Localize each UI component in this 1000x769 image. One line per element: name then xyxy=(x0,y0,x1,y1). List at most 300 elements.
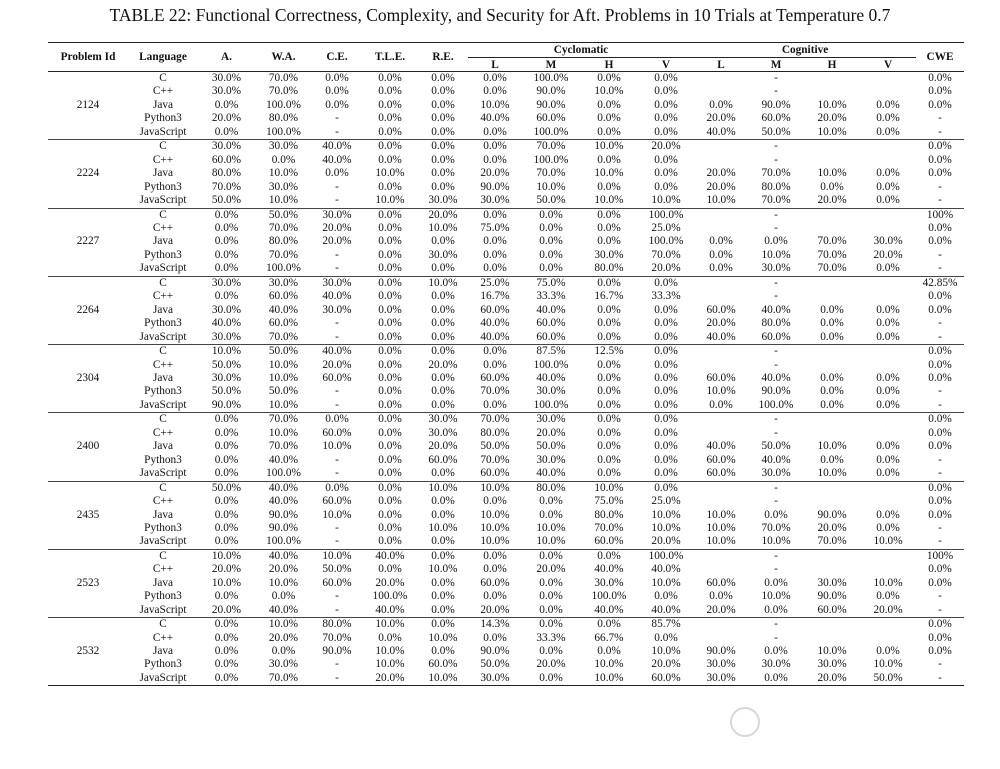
value-cell: 30.0% xyxy=(536,453,566,466)
problem-id-cell: 2435 xyxy=(48,481,128,549)
value-cell: 10.0% xyxy=(268,371,299,384)
value-cell: 20.0% xyxy=(706,167,736,180)
value-cell: 60.0% xyxy=(322,426,352,439)
value-cell: 0.0% xyxy=(876,98,900,111)
value-cell: 0.0% xyxy=(378,563,402,576)
value-cell: 30.0% xyxy=(198,276,255,290)
value-cell: 10.0% xyxy=(761,248,791,261)
value-cell: - xyxy=(774,495,778,508)
value-cell: 20.0% xyxy=(706,180,736,193)
value-cell: 0.0% xyxy=(928,495,952,508)
language-cell: JavaScript xyxy=(128,672,198,686)
value-cell: 0.0% xyxy=(764,645,788,658)
value-cell: 10.0% xyxy=(817,467,847,480)
value-cell: 20.0% xyxy=(418,208,468,222)
value-cell: 0.0% xyxy=(654,631,678,644)
value-cell: 0.0% xyxy=(362,140,418,154)
value-cell: 10.0% xyxy=(651,645,681,658)
value-cell: 0.0% xyxy=(876,330,900,343)
value-cell: 0.0% xyxy=(214,221,239,234)
value-cell: 0.0% xyxy=(654,303,678,316)
value-cell: 0.0% xyxy=(362,413,418,427)
value-cell: 60.0% xyxy=(322,495,352,508)
value-cell: 0.0% xyxy=(654,330,678,343)
value-cell: 40.0% xyxy=(706,330,736,343)
value-cell: 0.0% xyxy=(654,98,678,111)
value-cell: 100.0% xyxy=(533,153,569,166)
value-cell: 0.0% xyxy=(483,590,507,603)
value-cell: 20.0% xyxy=(268,631,299,644)
value-cell: 50.0% xyxy=(322,563,352,576)
value-cell: 20.0% xyxy=(817,112,847,125)
value-cell: 80.0% xyxy=(211,167,242,180)
value-cell: 0.0% xyxy=(468,208,522,222)
value-cell: 0.0% xyxy=(214,440,239,453)
language-cell: C++ xyxy=(152,563,174,576)
value-cell: 10.0% xyxy=(428,221,458,234)
value-cell: 100.0% xyxy=(591,590,627,603)
value-cell: 0.0% xyxy=(654,72,678,84)
value-cell: 20.0% xyxy=(322,235,352,248)
value-cell: 50.0% xyxy=(198,481,255,495)
language-cell: C++ xyxy=(152,290,174,303)
value-cell: 0.0% xyxy=(431,508,455,521)
value-cell: 60.0% xyxy=(322,576,352,589)
header-compile-error: C.E. xyxy=(312,43,362,72)
value-cell: 0.0% xyxy=(764,603,788,616)
value-cell xyxy=(804,72,860,86)
value-cell xyxy=(694,427,748,440)
value-cell xyxy=(860,563,916,576)
value-cell: 10.0% xyxy=(480,98,510,111)
value-cell: 0.0% xyxy=(214,426,239,439)
value-cell: 30.0% xyxy=(536,385,566,398)
value-cell: 10.0% xyxy=(312,549,362,563)
value-cell: - xyxy=(938,398,942,411)
value-cell: 40.0% xyxy=(706,125,736,138)
value-cell: 75.0% xyxy=(594,495,624,508)
value-cell: - xyxy=(335,112,339,125)
value-cell xyxy=(804,359,860,372)
value-cell: 0.0% xyxy=(483,248,507,261)
value-cell: - xyxy=(774,631,778,644)
problem-id-cell: 2264 xyxy=(48,276,128,344)
value-cell: 20.0% xyxy=(322,221,352,234)
value-cell: 0.0% xyxy=(597,330,621,343)
value-cell: - xyxy=(938,658,942,671)
value-cell: - xyxy=(938,112,942,125)
value-cell: 0.0% xyxy=(325,98,349,111)
table-row xyxy=(48,522,964,535)
value-cell xyxy=(804,413,860,427)
value-cell: 0.0% xyxy=(418,140,468,154)
value-cell: 0.0% xyxy=(362,276,418,290)
value-cell: 0.0% xyxy=(928,508,952,521)
language-cell: JavaScript xyxy=(139,330,187,343)
value-cell: 100% xyxy=(916,208,964,222)
value-cell: 90.0% xyxy=(761,385,791,398)
value-cell: - xyxy=(774,563,778,576)
table-row xyxy=(48,126,964,140)
value-cell: - xyxy=(774,221,778,234)
value-cell: 70.0% xyxy=(268,72,299,84)
table-body xyxy=(48,72,964,686)
value-cell: 10.0% xyxy=(706,194,736,207)
value-cell: 10.0% xyxy=(580,481,638,495)
table-row xyxy=(48,112,964,125)
value-cell: 0.0% xyxy=(654,371,678,384)
value-cell: 0.0% xyxy=(483,398,507,411)
value-cell xyxy=(694,154,748,167)
value-cell: 0.0% xyxy=(214,631,239,644)
value-cell: 40.0% xyxy=(594,563,624,576)
value-cell: 0.0% xyxy=(654,590,678,603)
table-row xyxy=(48,549,964,563)
value-cell: 60.0% xyxy=(480,371,510,384)
value-cell: - xyxy=(774,358,778,371)
value-cell: - xyxy=(335,180,339,193)
value-cell: 0.0% xyxy=(539,590,563,603)
value-cell: 100.0% xyxy=(533,72,569,84)
value-cell: - xyxy=(335,317,339,330)
value-cell xyxy=(860,427,916,440)
value-cell: 80.0% xyxy=(312,618,362,632)
value-cell: 0.0% xyxy=(431,125,455,138)
value-cell xyxy=(860,359,916,372)
value-cell: 0.0% xyxy=(362,345,418,359)
value-cell: 90.0% xyxy=(536,98,566,111)
value-cell: 40.0% xyxy=(362,549,418,563)
table-row xyxy=(48,317,964,330)
value-cell: 0.0% xyxy=(876,371,900,384)
value-cell: 60.0% xyxy=(706,576,736,589)
value-cell: 0.0% xyxy=(916,345,964,359)
value-cell: 0.0% xyxy=(876,467,900,480)
value-cell: 10.0% xyxy=(536,180,566,193)
value-cell: 60.0% xyxy=(480,467,510,480)
language-cell: JavaScript xyxy=(139,194,187,207)
value-cell xyxy=(804,549,860,563)
language-cell: Java xyxy=(152,371,174,384)
value-cell: 0.0% xyxy=(378,180,402,193)
table-row xyxy=(48,304,964,317)
value-cell: 0.0% xyxy=(876,385,900,398)
value-cell: 0.0% xyxy=(378,398,402,411)
value-cell: 30.0% xyxy=(322,303,352,316)
value-cell: - xyxy=(335,398,339,411)
value-cell: 0.0% xyxy=(431,317,455,330)
value-cell: - xyxy=(774,426,778,439)
value-cell: 90.0% xyxy=(761,98,791,111)
value-cell: 80.0% xyxy=(522,481,580,495)
language-cell: C++ xyxy=(152,153,174,166)
value-cell: 10.0% xyxy=(817,440,847,453)
value-cell: 20.0% xyxy=(638,140,694,154)
value-cell: 0.0% xyxy=(214,590,239,603)
table-row xyxy=(48,604,964,618)
value-cell: 70.0% xyxy=(255,413,312,427)
value-cell: 0.0% xyxy=(522,672,580,686)
value-cell: 0.0% xyxy=(214,98,239,111)
value-cell: 0.0% xyxy=(580,618,638,632)
value-cell: 10.0% xyxy=(428,521,458,534)
value-cell: 0.0% xyxy=(580,276,638,290)
value-cell: 90.0% xyxy=(817,590,847,603)
table-row xyxy=(48,427,964,440)
value-cell: 0.0% xyxy=(214,495,239,508)
value-cell: 0.0% xyxy=(431,262,455,275)
value-cell: 0.0% xyxy=(539,248,563,261)
value-cell: 33.3% xyxy=(651,290,681,303)
value-cell: 30.0% xyxy=(480,194,510,207)
value-cell: 0.0% xyxy=(539,221,563,234)
table-row xyxy=(48,385,964,398)
value-cell: 0.0% xyxy=(418,618,468,632)
value-cell: 30.0% xyxy=(761,262,791,275)
value-cell: 30.0% xyxy=(594,248,624,261)
value-cell xyxy=(860,481,916,495)
value-cell: 70.0% xyxy=(255,672,312,686)
value-cell: 0.0% xyxy=(522,549,580,563)
value-cell xyxy=(694,345,748,359)
value-cell: 60.0% xyxy=(480,576,510,589)
value-cell: 20.0% xyxy=(873,248,903,261)
value-cell: 50.0% xyxy=(480,658,510,671)
value-cell: 10.0% xyxy=(651,508,681,521)
table-row xyxy=(48,658,964,671)
language-cell: Python3 xyxy=(144,385,182,398)
value-cell: 10.0% xyxy=(480,535,510,548)
value-cell: 0.0% xyxy=(431,645,455,658)
table-row xyxy=(48,167,964,180)
value-cell xyxy=(860,495,916,508)
value-cell: 10.0% xyxy=(580,140,638,154)
language-cell: Python3 xyxy=(144,658,182,671)
value-cell: 0.0% xyxy=(483,262,507,275)
value-cell: 10.0% xyxy=(594,167,624,180)
value-cell: 20.0% xyxy=(706,317,736,330)
value-cell: 10.0% xyxy=(873,535,903,548)
value-cell: - xyxy=(335,535,339,548)
value-cell: 10.0% xyxy=(817,167,847,180)
value-cell: 0.0% xyxy=(214,467,239,480)
value-cell: 20.0% xyxy=(536,426,566,439)
value-cell: 0.0% xyxy=(431,112,455,125)
value-cell: 0.0% xyxy=(820,453,844,466)
value-cell: - xyxy=(938,248,942,261)
value-cell: 0.0% xyxy=(539,603,563,616)
value-cell: 0.0% xyxy=(580,208,638,222)
wechat-logo-icon xyxy=(730,707,760,737)
value-cell: 0.0% xyxy=(378,371,402,384)
value-cell: - xyxy=(335,385,339,398)
value-cell: 100.0% xyxy=(266,535,301,548)
value-cell xyxy=(860,549,916,563)
value-cell xyxy=(694,222,748,235)
value-cell: 100.0% xyxy=(372,590,408,603)
value-cell: 0.0% xyxy=(378,426,402,439)
value-cell: 0.0% xyxy=(378,72,402,84)
value-cell: 60.0% xyxy=(761,112,791,125)
value-cell: 40.0% xyxy=(255,481,312,495)
value-cell: 50.0% xyxy=(761,440,791,453)
value-cell: 70.0% xyxy=(468,413,522,427)
value-cell: 0.0% xyxy=(378,98,402,111)
header-cognitive-m: M xyxy=(748,58,804,72)
value-cell: 0.0% xyxy=(597,371,621,384)
value-cell: 0.0% xyxy=(378,521,402,534)
value-cell: 70.0% xyxy=(522,140,580,154)
value-cell: - xyxy=(938,603,942,616)
value-cell: 20.0% xyxy=(268,563,299,576)
language-cell: Python3 xyxy=(144,590,182,603)
value-cell: 70.0% xyxy=(817,262,847,275)
value-cell: 0.0% xyxy=(378,358,402,371)
value-cell: 0.0% xyxy=(214,125,239,138)
value-cell xyxy=(694,140,748,154)
value-cell: 0.0% xyxy=(378,330,402,343)
value-cell: 10.0% xyxy=(480,521,510,534)
value-cell: 0.0% xyxy=(597,221,621,234)
value-cell: 0.0% xyxy=(378,508,402,521)
value-cell: 0.0% xyxy=(654,167,678,180)
value-cell: - xyxy=(335,194,339,207)
value-cell: 0.0% xyxy=(928,153,952,166)
value-cell: 33.3% xyxy=(536,631,566,644)
value-cell: 40.0% xyxy=(255,549,312,563)
value-cell: - xyxy=(335,125,339,138)
language-cell: C++ xyxy=(152,631,174,644)
value-cell xyxy=(694,72,748,86)
value-cell: 0.0% xyxy=(378,290,402,303)
value-cell: 50.0% xyxy=(211,385,242,398)
value-cell: 0.0% xyxy=(378,317,402,330)
value-cell: 30.0% xyxy=(817,576,847,589)
value-cell: 40.0% xyxy=(375,603,405,616)
language-cell: C++ xyxy=(152,221,174,234)
value-cell: 0.0% xyxy=(468,140,522,154)
value-cell: - xyxy=(774,72,778,84)
value-cell: 0.0% xyxy=(378,85,402,98)
value-cell: 0.0% xyxy=(654,385,678,398)
language-cell: Java xyxy=(152,508,174,521)
value-cell: 60.0% xyxy=(761,330,791,343)
table-row xyxy=(48,262,964,276)
value-cell: 0.0% xyxy=(312,481,362,495)
value-cell: 30.0% xyxy=(694,672,748,686)
value-cell: 10.0% xyxy=(536,521,566,534)
value-cell: 40.0% xyxy=(322,290,352,303)
value-cell: 10.0% xyxy=(375,194,405,207)
value-cell: 12.5% xyxy=(580,345,638,359)
value-cell: 0.0% xyxy=(928,563,952,576)
value-cell: 0.0% xyxy=(271,590,296,603)
value-cell: 80.0% xyxy=(268,112,299,125)
value-cell: 30.0% xyxy=(268,658,299,671)
value-cell: 0.0% xyxy=(597,467,621,480)
value-cell: - xyxy=(748,276,804,290)
value-cell xyxy=(694,276,748,290)
value-cell: 10.0% xyxy=(268,426,299,439)
value-cell: 10.0% xyxy=(198,345,255,359)
table-row xyxy=(48,99,964,112)
value-cell: 0.0% xyxy=(709,262,733,275)
language-cell: Python3 xyxy=(144,453,182,466)
language-cell: C xyxy=(128,481,198,495)
value-cell: 10.0% xyxy=(761,535,791,548)
value-cell: 0.0% xyxy=(431,235,455,248)
value-cell: 0.0% xyxy=(928,440,952,453)
language-cell: C++ xyxy=(152,358,174,371)
table-row xyxy=(48,632,964,645)
language-cell: C xyxy=(128,276,198,290)
value-cell: 0.0% xyxy=(214,658,239,671)
value-cell: 10.0% xyxy=(268,398,299,411)
value-cell: 0.0% xyxy=(431,576,455,589)
value-cell: 0.0% xyxy=(820,371,844,384)
language-cell: JavaScript xyxy=(139,125,187,138)
value-cell: 30.0% xyxy=(211,371,242,384)
value-cell: 0.0% xyxy=(214,645,239,658)
value-cell xyxy=(860,85,916,98)
value-cell: 90.0% xyxy=(706,645,736,658)
value-cell: 10.0% xyxy=(418,276,468,290)
value-cell: 0.0% xyxy=(580,549,638,563)
value-cell: 0.0% xyxy=(654,317,678,330)
value-cell: 0.0% xyxy=(597,398,621,411)
value-cell: 10.0% xyxy=(706,535,736,548)
value-cell: 90.0% xyxy=(211,398,242,411)
value-cell: 50.0% xyxy=(211,358,242,371)
value-cell: 20.0% xyxy=(322,358,352,371)
value-cell: 80.0% xyxy=(594,262,624,275)
value-cell: 0.0% xyxy=(597,112,621,125)
value-cell: 30.0% xyxy=(211,303,242,316)
value-cell: 70.0% xyxy=(817,248,847,261)
value-cell: 0.0% xyxy=(654,398,678,411)
value-cell: 0.0% xyxy=(580,413,638,427)
value-cell: 0.0% xyxy=(709,235,733,248)
header-time-limit-exceeded: T.L.E. xyxy=(362,43,418,72)
value-cell: 100.0% xyxy=(266,125,301,138)
value-cell: 0.0% xyxy=(431,467,455,480)
value-cell: 60.0% xyxy=(536,317,566,330)
value-cell: 0.0% xyxy=(876,590,900,603)
value-cell: - xyxy=(335,590,339,603)
value-cell: 80.0% xyxy=(480,426,510,439)
value-cell: 30.0% xyxy=(312,276,362,290)
value-cell: 33.3% xyxy=(536,290,566,303)
value-cell: 20.0% xyxy=(428,440,458,453)
value-cell: 10.0% xyxy=(375,645,405,658)
value-cell: 10.0% xyxy=(873,576,903,589)
value-cell xyxy=(694,632,748,645)
value-cell: 0.0% xyxy=(764,508,788,521)
table-row xyxy=(48,495,964,508)
value-cell: 10.0% xyxy=(198,549,255,563)
header-runtime-error: R.E. xyxy=(418,43,468,72)
value-cell: 30.0% xyxy=(428,194,458,207)
value-cell: - xyxy=(938,590,942,603)
results-table xyxy=(48,42,964,686)
value-cell: 0.0% xyxy=(522,618,580,632)
problem-id-cell: 2227 xyxy=(48,208,128,276)
value-cell: 40.0% xyxy=(312,345,362,359)
value-cell: 70.0% xyxy=(536,167,566,180)
value-cell: 10.0% xyxy=(375,658,405,671)
value-cell: 0.0% xyxy=(876,508,900,521)
value-cell: 0.0% xyxy=(876,262,900,275)
